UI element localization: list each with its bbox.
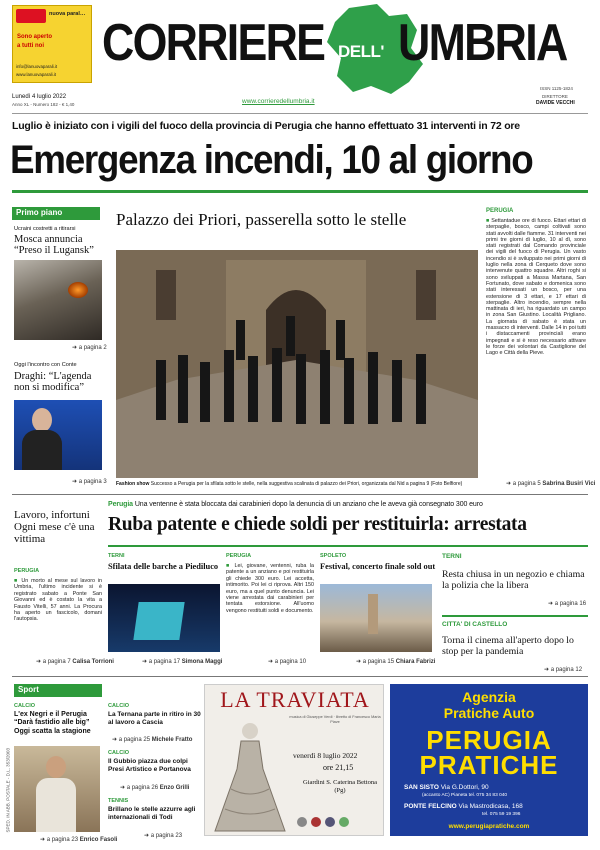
agenzia-line-2: Pratiche Auto (443, 705, 535, 721)
ruba-kicker (108, 501, 588, 508)
site-url[interactable]: www.corrieredellumbria.it (242, 98, 315, 105)
castello-headline[interactable]: Torna il cinema all'aperto dopo lo stop per la pandemia (442, 635, 574, 657)
spoleto-author: Chiara Fabrizi (395, 659, 436, 665)
ad-email[interactable]: info@lanuovaparali.it (16, 64, 58, 69)
lead-section: PERUGIA (486, 208, 514, 214)
sport-s3-author: Enzo Grilli (159, 785, 190, 791)
agenzia-addr-2 (404, 803, 584, 810)
sport-s4-ref-text: a pagina 23 (150, 833, 183, 839)
lavoro-section: PERUGIA (14, 568, 40, 574)
sport-s1-headline[interactable]: L'ex Negri e il Perugia “Darà fastidio alle big” Oggi scatta la stagione (14, 711, 91, 735)
terni1-author: Simona Maggi (181, 659, 223, 665)
sponsor-logo-icon (297, 817, 307, 827)
lead-rule (12, 190, 588, 193)
ad-brand: nuova paral… (49, 11, 86, 17)
sport-s2-author: Michele Fratto (151, 737, 193, 743)
lead-body-text: Settantadue ore di fuoco. Ettari ettari di sterpaglie, bosco, campi coltivati sono stati avvolti dalle fiamme. 31 interventi nei primi tre giorni di luglio, 10 al dì, sono stati registrati dal Comando provinciale dei vigili del fuoco di Perugia. Un vasto incendio si è sviluppato nei primi giorni di luglio nella zona di Cerqueto dove sono intervenute quattro squadre. Altri roghi si sono sviluppati a Massa Martana, San Fortunato, dove sabato e domenica sono stati interessati un bosco, per una estensione di 3 ettari, e 17 ettari di sterpaglie. Altro incendio, sempre nella mattinata di ieri, ha riguardato un campo in zona San Giustino. Località Prigliano. La giornata di sabato è stata un massacro di interventi. Dalle 14 in poi tutti i distaccamenti provinciali erano impegnati e si è reso necessario attivare le forze dei volontari da Castiglione del Lago e Città della Pieve. (486, 218, 586, 357)
castello-ref-link[interactable]: ➜ a pagina 12 (544, 667, 583, 673)
primo-headline-1[interactable]: Mosca annuncia “Preso il Lugansk” (14, 234, 94, 256)
lavoro-ref[interactable]: ➜ a pagina 7 Calisa Torrioni (36, 659, 114, 665)
caption-label: Fashion show (116, 481, 150, 487)
masthead-title (102, 14, 576, 78)
terni1-headline[interactable]: Sfilata delle barche a Piediluco (108, 562, 219, 571)
ruba-bullet: ■ (226, 563, 232, 569)
sport-s2-headline[interactable]: La Ternana parte in ritiro in 30 al lavoro a Cascia (108, 711, 201, 726)
ad-web[interactable]: www.lanuovaparali.it (16, 72, 57, 77)
ruba-body (226, 563, 314, 614)
photo-story-headline[interactable]: Palazzo dei Priori, passerella sotto le stelle (116, 210, 407, 229)
ad-line-2: a tutti noi (17, 43, 44, 49)
spoleto-headline[interactable]: Festival, concerto finale sold out (320, 562, 436, 571)
sport-s1-section: CALCIO (14, 703, 36, 709)
lavoro-body (14, 578, 102, 623)
sport-s4-headline[interactable]: Brillano le stelle azzurre agli internazionali di Todi (108, 806, 196, 821)
agenzia-addr-2-place: PONTE FELCINO (404, 803, 457, 810)
primo-kicker-1: Ucraini costretti a ritirarsi (14, 226, 76, 232)
sport-s3-ref[interactable]: ➜ a pagina 26 Enzo Grilli (120, 785, 190, 791)
agenzia-addr-1b: (accanto AC) Pianeta tel. 075 34 83 040 (422, 793, 508, 798)
player-head (46, 756, 66, 778)
dateline (12, 94, 588, 112)
agenzia-addr-2b: tel. 075 59 19 396 (482, 812, 521, 817)
sport-s2-ref-text: a pagina 25 (118, 737, 151, 743)
lavoro-ref-text: a pagina 7 (42, 659, 71, 665)
sponsor-logo-icon (311, 817, 321, 827)
sport-s1-author: Enrico Fasoli (79, 837, 118, 843)
fashion-show-photo (116, 250, 478, 478)
primo-ref-1-text: a pagina 2 (78, 345, 107, 351)
tower-shape (368, 594, 378, 634)
sport-s3-ref-text: a pagina 26 (126, 785, 159, 791)
sport-s1-ref[interactable]: ➜ a pagina 23 Enrico Fasoli (40, 837, 118, 843)
sport-s2-ref[interactable]: ➜ a pagina 25 Michele Fratto (112, 737, 193, 743)
boat-shape (133, 602, 184, 640)
person-body (22, 430, 62, 470)
lavoro-headline[interactable]: Lavoro, infortuni Ogni mese c'è una vittima (14, 509, 95, 545)
terni2-section: TERNI (442, 553, 462, 560)
dress-illustration (211, 719, 289, 835)
agenzia-line-1: Agenzia (462, 689, 516, 705)
terni1-section: TERNI (108, 553, 125, 559)
lead-ref-text: a pagina 5 (512, 481, 541, 487)
sport-s1-ref-text: a pagina 23 (46, 837, 79, 843)
agenzia-brand-1: PERUGIA (426, 725, 552, 755)
masthead-corriere: CORRIERE (102, 14, 325, 72)
bottom-rule (12, 676, 588, 677)
terni1-ref[interactable]: ➜ a pagina 17 Simona Maggi (142, 659, 223, 665)
lead-ref-author: Sabrina Busiri Vici (542, 481, 596, 487)
director-name: DAVIDE VECCHI (536, 100, 575, 106)
traviata-credits: musica di Giuseppe Verdi · libretto di Francesco Maria Piave (289, 715, 381, 724)
primo-kicker-2: Oggi l'incontro con Conte (14, 362, 77, 368)
traviata-time: ore 21,15 (323, 763, 354, 772)
lead-ref[interactable]: ➜ a pagina 5 Sabrina Busiri Vici (506, 481, 596, 487)
photo-caption (116, 481, 478, 487)
terni2-ref-text: a pagina 16 (554, 601, 587, 607)
traviata-date: venerdì 8 luglio 2022 (293, 751, 358, 760)
spoleto-ref[interactable]: ➜ a pagina 15 Chiara Fabrizi (356, 659, 436, 665)
draghi-photo (14, 400, 102, 470)
player-body (36, 778, 76, 832)
agenzia-addr-1-place: SAN SISTO (404, 784, 439, 791)
castello-ref-text: a pagina 12 (550, 667, 583, 673)
terni1-ref-text: a pagina 17 (148, 659, 181, 665)
lavoro-bullet: ■ (14, 578, 19, 584)
lead-kicker: Luglio è iniziato con i vigili del fuoco della provincia di Perugia che hanno effettuato 31 interventi in 72 ore (12, 120, 520, 132)
masthead-dell: DELL' (338, 42, 384, 61)
primo-piano-label: Primo piano (12, 207, 100, 220)
sport-s3-headline[interactable]: Il Gubbio piazza due colpi Presi Artistico e Portanova (108, 758, 191, 773)
agenzia-addr-1 (404, 784, 584, 791)
ruba-section: PERUGIA (226, 553, 252, 559)
sponsor-logo-icon (339, 817, 349, 827)
primo-headline-2[interactable]: Draghi: “L'agenda non si modifica” (14, 371, 92, 393)
masthead-rule (12, 113, 588, 114)
agenzia-addr-1-street: Via G.Dottori, 90 (440, 784, 489, 791)
ruba-ref[interactable]: ➜ a pagina 10 (268, 659, 307, 665)
mid-rule (12, 494, 588, 495)
ruba-kicker-text: Una ventenne è stata bloccata dai carabinieri dopo la denuncia di un anziano che le aveva già consegnato 300 euro (134, 501, 483, 508)
war-photo (14, 260, 102, 340)
ruba-rule (108, 545, 588, 547)
agenzia-ad[interactable] (390, 684, 588, 836)
primo-ref-1[interactable]: ➜ a pagina 2 (72, 345, 107, 351)
sponsor-logos (297, 817, 381, 829)
issue-info: Anno XL - Numero 182 - € 1,40 (12, 102, 75, 107)
sport-s4-ref[interactable]: ➜ a pagina 23 (144, 833, 183, 839)
ruba-body-text: Lei, giovane, ventenni, ruba la patente a un anziano e poi restituirla gli chiede 300 euro. Lei accetta, intimorito. Poi lei ci riprova. Altri 150 euro, ma a quel punto denuncia. Lei viene arrestata dai carabinieri per tentata estorsione. All'uomo vengono restituiti soldi e documento. (226, 563, 314, 614)
top-left-ad[interactable] (12, 5, 92, 83)
lavoro-author: Calisa Torrioni (72, 659, 114, 665)
caption-text: Successo a Perugia per la sfilata sotto le stelle, nella suggestiva scalinata di palazzo dei Priori, organizzata dal Nid (150, 481, 405, 487)
spoleto-ref-text: a pagina 15 (362, 659, 395, 665)
terni2-ref[interactable]: ➜ a pagina 16 (548, 601, 587, 607)
ad-line-1: Sono aperto (17, 34, 53, 40)
agenzia-brand-2: PRATICHE (419, 750, 559, 780)
traviata-ad[interactable] (204, 684, 384, 836)
castello-section: CITTA' DI CASTELLO (442, 621, 508, 628)
masthead-umbria: UMBRIA (398, 14, 567, 72)
castello-rule (442, 615, 588, 617)
primo-ref-2[interactable]: ➜ a pagina 3 (72, 479, 107, 485)
palazzo-facade (116, 250, 478, 478)
lavoro-body-text: Un morto al mese sul lavoro in Umbria, l'ultimo incidente si è registrato sabato a Ponte San Giovanni ed è costato la vita a Fausto Vitelli, 57 anni. La Procura ha aperto un fascicolo, domani l'autopsia. (14, 578, 102, 623)
fire-glow (68, 282, 88, 298)
traviata-place: Giardini S. Caterina Bettona (Pg) (302, 779, 377, 794)
terni2-headline[interactable]: Resta chiusa in un negozio e chiama la polizia che la libera (442, 569, 585, 591)
date: Lunedì 4 luglio 2022 (12, 94, 67, 100)
traviata-title: LA TRAVIATA (220, 687, 370, 712)
sport-s4-section: TENNIS (108, 798, 129, 804)
issn: ISSN 1125-1824 (540, 86, 573, 91)
sport-label: Sport (14, 684, 102, 697)
person-head (32, 408, 52, 432)
lead-bullet: ■ (486, 218, 490, 224)
agenzia-addr-2-street: Via Mastrodicasa, 168 (458, 803, 523, 810)
sport-s3-section: CALCIO (108, 750, 130, 756)
ruba-headline[interactable]: Ruba patente e chiede soldi per restituirla: arrestata (108, 514, 527, 535)
negri-photo (14, 746, 100, 832)
sponsor-logo-icon (325, 817, 335, 827)
ruba-kicker-place: Perugia (108, 501, 133, 508)
ad-logo (16, 9, 46, 23)
spoleto-section: SPOLETO (320, 553, 347, 559)
piediluco-photo (108, 584, 220, 652)
primo-ref-2-text: a pagina 3 (78, 479, 107, 485)
spine-text: SPED. IN ABB. POSTALE - D.L. 353/2003 (5, 748, 11, 833)
director-label: DIRETTORE (542, 94, 568, 99)
sport-s2-section: CALCIO (108, 703, 130, 709)
lead-body (486, 218, 586, 473)
lead-headline[interactable]: Emergenza incendi, 10 al giorno (10, 138, 533, 182)
spoleto-photo (320, 584, 432, 652)
ruba-ref-text: a pagina 10 (274, 659, 307, 665)
agenzia-web[interactable]: www.perugiapratiche.com (448, 823, 530, 830)
caption-ref: a pagina 9 (Foto Belfiore) (405, 481, 463, 487)
